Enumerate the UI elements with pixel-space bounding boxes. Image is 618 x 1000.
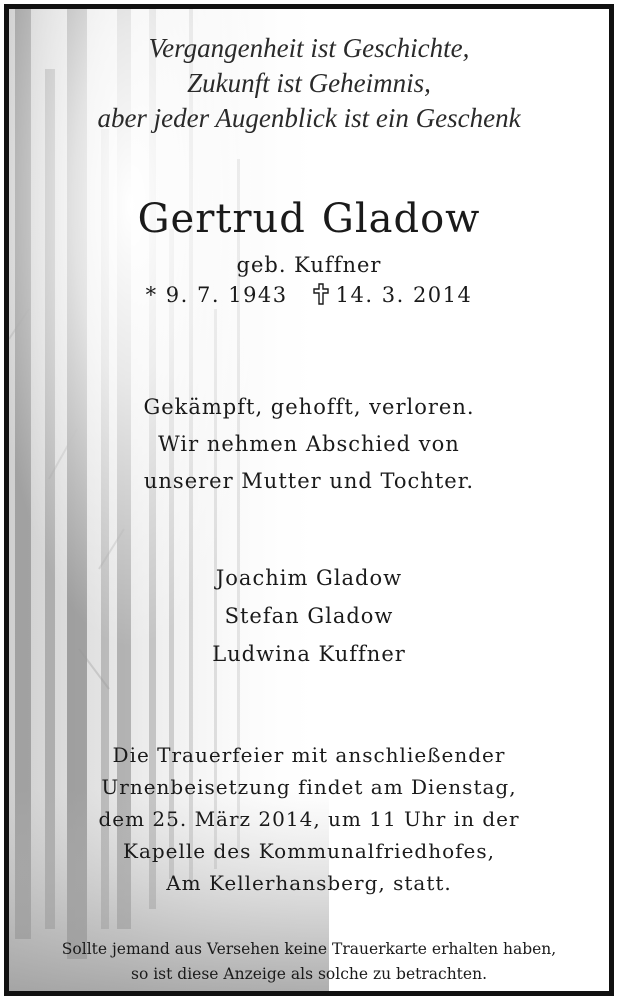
mourner-name: Ludwina Kuffner bbox=[212, 642, 406, 666]
life-dates bbox=[9, 281, 609, 309]
maiden-name: geb. Kuffner bbox=[236, 253, 382, 277]
quote-line: aber jeder Augenblick ist ein Geschenk bbox=[97, 103, 521, 133]
funeral-line: Die Trauerfeier mit anschließender bbox=[112, 743, 506, 767]
cross-icon bbox=[312, 283, 330, 305]
farewell-verse bbox=[9, 389, 609, 500]
funeral-line: Am Kellerhansberg, statt. bbox=[166, 871, 452, 895]
first-name: Gertrud bbox=[137, 196, 306, 242]
deceased-name bbox=[9, 195, 609, 243]
birth-date: * 9. 7. 1943 bbox=[145, 283, 288, 307]
funeral-line: Kapelle des Kommunalfriedhofes, bbox=[123, 839, 495, 863]
verse-line: Wir nehmen Abschied von bbox=[158, 432, 460, 456]
mourner-name: Joachim Gladow bbox=[215, 566, 403, 590]
funeral-line: Urnenbeisetzung findet am Dienstag, bbox=[101, 775, 517, 799]
notice-line: Sollte jemand aus Versehen keine Trauerkarte erhalten haben, bbox=[61, 940, 557, 958]
last-name: Gladow bbox=[321, 196, 481, 242]
quote-line: Vergangenheit ist Geschichte, bbox=[148, 33, 470, 63]
card-notice bbox=[9, 937, 609, 987]
opening-quote bbox=[9, 31, 609, 136]
mourner-name: Stefan Gladow bbox=[224, 604, 394, 628]
funeral-line: dem 25. März 2014, um 11 Uhr in der bbox=[98, 807, 520, 831]
obituary-content bbox=[9, 9, 609, 991]
quote-line: Zukunft ist Geheimnis, bbox=[187, 68, 431, 98]
verse-line: Gekämpft, gehofft, verloren. bbox=[143, 395, 475, 419]
notice-line: so ist diese Anzeige als solche zu betrachten. bbox=[131, 965, 487, 983]
funeral-announcement bbox=[9, 739, 609, 899]
mourners-list bbox=[9, 559, 609, 673]
verse-line: unserer Mutter und Tochter. bbox=[143, 469, 475, 493]
death-date: 14. 3. 2014 bbox=[335, 283, 473, 307]
